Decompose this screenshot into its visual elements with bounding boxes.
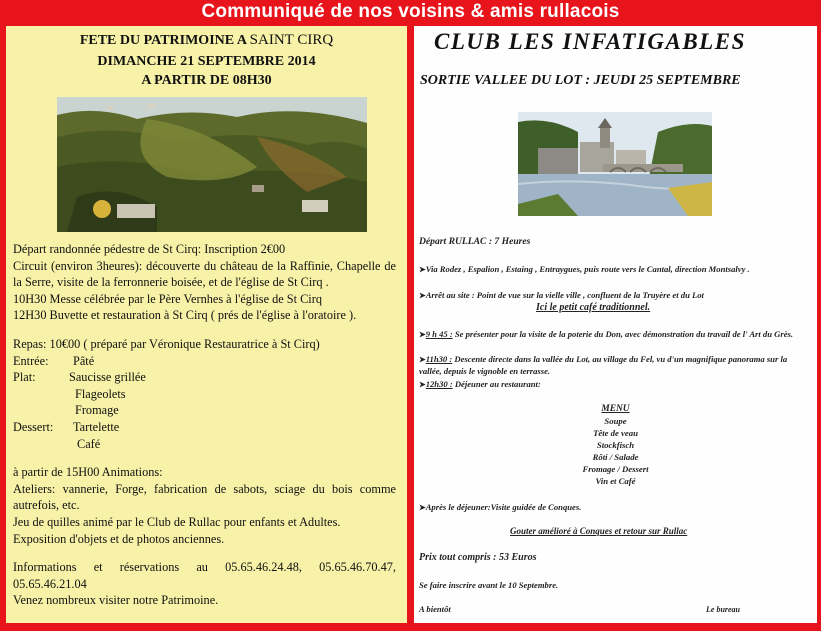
- poster-heading-date: DIMANCHE 21 SEPTEMBRE 2014: [97, 54, 316, 69]
- club-title: CLUB LES INFATIGABLES: [434, 29, 746, 54]
- menu-item: Soupe: [604, 416, 627, 426]
- saint-cirq-poster: [6, 26, 407, 623]
- infos-line: Informations et réservations au 05.65.46.24.48, 05.65.46.70.47, 05.65.46.21.04: [13, 560, 396, 591]
- cafe-line: Ici le petit café traditionnel.: [536, 302, 651, 313]
- arret-line: ➤Arrêt au site : Point de vue sur la vielle ville , confluent de la Truyère et du Lot: [419, 290, 704, 300]
- via-line: ➤Via Rodez , Espalion , Estaing , Entraygues, puis route vers le Cantal, direction Montsalvy .: [419, 264, 750, 274]
- saint-cirq-landscape-photo: [57, 97, 367, 232]
- sortie-title: SORTIE VALLEE DU LOT : JEUDI 25 SEPTEMBRE: [420, 73, 741, 88]
- arrow-bullet-icon: ➤: [419, 291, 426, 300]
- poster-heading-time: A PARTIR DE 08H30: [141, 73, 272, 88]
- menu-item: Fromage / Dessert: [582, 464, 649, 474]
- bureau-line: Le bureau: [706, 605, 740, 614]
- poster-body: [13, 241, 396, 609]
- quilles-line: Jeu de quilles animé par le Club de Rullac pour enfants et Adultes.: [13, 514, 341, 529]
- expo-line: Exposition d'objets et de photos anciennes.: [13, 531, 225, 546]
- timeline-945: ➤9 h 45 : Se présenter pour la visite de la poterie du Don, avec démonstration du travail de l' Art du Grès.: [419, 329, 794, 339]
- messe-line: 10H30 Messe célébrée par le Père Vernhes à l'église de St Cirq: [13, 291, 322, 306]
- circuit-line: Circuit (environ 3heures): découverte du château de la Raffinie, Chapelle de la Serre, visite de la ferronnerie boisée, et de l'église de St Cirq .: [13, 258, 396, 290]
- arrow-bullet-icon: ➤: [419, 503, 426, 512]
- gouter-line: Gouter amélioré à Conques et retour sur Rullac: [510, 526, 688, 536]
- arrow-bullet-icon: ➤: [419, 355, 426, 364]
- apres-line: ➤Après le déjeuner:Visite guidée de Conques.: [419, 502, 582, 512]
- infatigables-flyer: [414, 26, 817, 623]
- estaing-village-photo: [518, 112, 712, 216]
- animations-line: à partir de 15H00 Animations:: [13, 465, 163, 480]
- menu-entree: Entrée: Pâté: [13, 353, 95, 368]
- menu-item: Vin et Café: [595, 476, 636, 486]
- menu-plat-3: Fromage: [75, 403, 119, 418]
- bientot-line: A bientôt: [419, 604, 451, 614]
- menu-item: Rôti / Salade: [592, 452, 639, 462]
- timeline-1230: ➤12h30 : Déjeuner au restaurant:: [419, 379, 541, 389]
- ateliers-line: Ateliers: vannerie, Forge, fabrication de sabots, sciage du bois comme autrefois, etc.: [13, 481, 396, 513]
- arrow-bullet-icon: ➤: [419, 330, 426, 339]
- inscrire-line: Se faire inscrire avant le 10 Septembre.: [419, 580, 559, 590]
- menu-item: Stockfisch: [596, 440, 635, 450]
- timeline-1130: ➤11h30 : Descente directe dans la vallée du Lot, au village du Fel, vu d'un magnifique panorama sur la vallée, depuis le vignoble en terrasse.: [419, 354, 788, 376]
- repas-line: Repas: 10€00 ( préparé par Véronique Restauratrice à St Cirq): [13, 336, 320, 351]
- buvette-line: 12H30 Buvette et restauration à St Cirq ( prés de l'église à l'oratoire ).: [13, 308, 357, 323]
- menu-dessert-2: Café: [77, 436, 101, 451]
- menu-dessert: Dessert: Tartelette: [13, 419, 120, 434]
- menu-plat: Plat: Saucisse grillée: [13, 370, 146, 385]
- depart-rullac: Départ RULLAC : 7 Heures: [419, 236, 531, 247]
- depart-line: Départ randonnée pédestre de St Cirq: Inscription 2€00: [13, 242, 286, 256]
- menu-plat-2: Flageolets: [75, 386, 126, 401]
- banner-title: Communiqué de nos voisins & amis rullacois: [201, 1, 620, 22]
- menu-item: Tête de veau: [593, 428, 638, 438]
- arrow-bullet-icon: ➤: [419, 380, 426, 389]
- arrow-bullet-icon: ➤: [419, 265, 426, 274]
- venez-line: Venez nombreux visiter notre Patrimoine.: [13, 593, 219, 608]
- poster-heading-1: FETE DU PATRIMOINE A SAINT CIRQ: [79, 32, 334, 48]
- prix-line: Prix tout compris : 53 Euros: [419, 552, 537, 563]
- menu-title: MENU: [601, 404, 630, 414]
